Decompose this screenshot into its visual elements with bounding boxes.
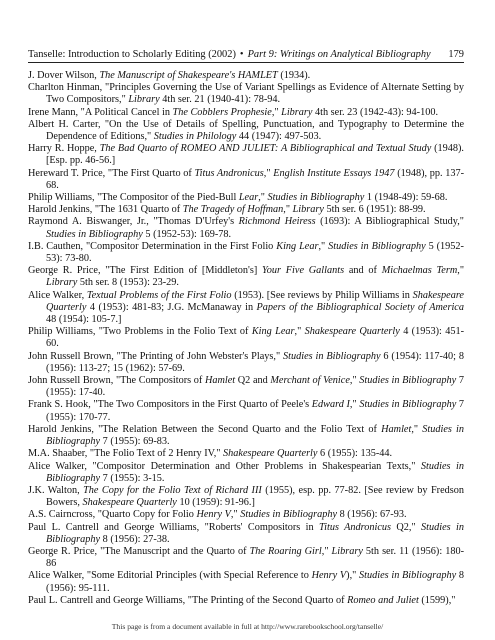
book-title: Tanselle: Introduction to Scholarly Editing (2002) [28,49,236,60]
page-footer: This page is from a document available in full at http://www.rarebookschool.org/tanselle/ [111,622,384,631]
entry-title-italic: English Institute Essays 1947 [273,167,395,179]
entry-title-italic: Papers of the Bibliographical Society of America [256,301,464,313]
entry-title-italic: Henry V [311,570,347,582]
bibliography-entry [28,448,464,460]
entry-text: ," [230,509,241,521]
part-title: Part 9: Writings on Analytical Bibliography [247,49,431,60]
entry-text: (1955), esp. pp. 77-82. [See review by Fredson Bowers, [46,484,465,509]
entry-text: ," [271,106,282,118]
entry-text: M.A. Shaaber, "The Folio Text of 2 Henry IV," [28,448,224,460]
entry-title-italic: Library [281,106,313,118]
entry-text: 1 (1948-49): 59-68. [364,192,448,204]
entry-text: Frank S. Hook, "The Two Compositors in the First Quarto of Peele's [28,399,312,411]
entry-title-italic: Titus Andronicus [319,521,392,533]
entry-title-italic: Michaelmas Term [381,265,458,277]
entry-text: and of [344,265,382,277]
entry-text: 5th ser. 8 (1953): 23-29. [77,277,179,289]
header-left [28,48,431,61]
bibliography-entry [28,399,464,423]
entry-title-italic: Shakespeare Quarterly [223,448,318,460]
entry-text: ," [283,204,293,216]
entry-title-italic: Hamlet [381,423,412,435]
entry-title-italic: Studies in Philology [153,131,237,143]
entry-title-italic: Studies in Bibliography [46,521,464,545]
entry-text: J. Dover Wilson, [28,70,100,81]
entry-text: 8 (1956): 67-93. [337,509,407,521]
entry-title-italic: Titus Andronicus [194,167,264,179]
entry-text: ," [349,375,360,387]
bibliography-entry [28,265,464,289]
entry-text: 7 (1955): 170-77. [46,399,465,423]
entry-text: Irene Mann, "A Political Cancel in [28,106,173,118]
entry-text: (1693): A Bibliographical Study," [315,216,464,228]
bibliography-entry [28,424,464,448]
entry-text: 8 (1956): 95-111. [46,570,464,594]
entry-text: 7 (1955): 69-83. [100,436,170,448]
entry-title-italic: Lear [238,192,259,204]
entry-title-italic: Richmond Heiress [238,216,316,228]
entry-text: Alice Walker, [28,289,87,301]
entry-title-italic: The Copy for the Folio Text of Richard III [83,484,262,496]
entry-text: )," [346,570,360,582]
entry-text: (1599)," [418,594,456,606]
entry-title-italic: Studies in Bibliography [359,375,457,387]
entry-text: 48 (1954): 105-7.] [46,314,122,326]
bibliography-entry [28,485,464,509]
entry-title-italic: Edward I [311,399,350,411]
entry-title-italic: Shakespeare Quarterly [82,497,177,509]
entry-text: Philip Williams, "Two Problems in the Folio Text of [28,326,252,338]
entry-text: Harold Jenkins, "The 1631 Quarto of [28,204,183,216]
entry-text: Albert H. Carter, "On the Use of Details of Spelling, Punctuation, and Typography to Determine the Dependence of Editions," [28,118,464,143]
running-header [28,48,464,63]
entry-title-italic: Hamlet [204,375,236,387]
bibliography-entry [28,351,464,375]
entry-text: Harold Jenkins, "The Relation Between the Second Quarto and the Folio Text of [28,423,382,435]
entry-title-italic: Studies in Bibliography [283,350,381,362]
entry-text: 44 (1947): 497-503. [236,131,322,143]
entry-text: (1953). [See reviews by Philip Williams in [231,289,413,301]
entry-text: ," [294,326,305,338]
entry-title-italic: The Cobblers Prophesie [172,106,272,118]
entry-title-italic: King Lear [276,240,319,252]
bibliography-entry [28,82,464,106]
bibliography-entry [28,241,464,265]
entry-title-italic: The Tragedy of Hoffman [182,204,284,216]
entry-text: 6 (1955): 135-44. [317,448,393,460]
bibliography-entry [28,168,464,192]
entry-text: (1934). [277,70,311,81]
bibliography-entry [28,204,464,216]
entry-title-italic: The Roaring Girl [249,545,322,557]
entry-title-italic: Studies in Bibliography [46,423,464,448]
entry-text: 6 (1954): 117-40; 8 (1956): 113-27; 15 (1962): 57-69. [46,350,464,374]
entry-title-italic: Shakespeare Quarterly [46,289,464,313]
entry-text: (1948), pp. 137-68. [46,167,465,191]
entry-text: 4th ser. 23 (1942-43): 94-100. [312,106,439,118]
bibliography-entry [28,192,464,204]
entry-text: 4 (1953): 451-60. [46,326,464,350]
bibliography-entry [28,70,464,82]
entry-text: Paul L. Cantrell and George Williams, "The Printing of the Second Quarto of [28,594,348,606]
entry-text: George R. Price, "The First Edition of [Middleton's] [28,265,263,277]
entry-text: Paul L. Cantrell and George Williams, "Roberts' Compositors in [28,521,320,533]
entry-text: 5 (1952-53): 73-80. [46,240,464,265]
bibliography-entry [28,107,464,119]
entry-text: 5th ser. 11 (1956): 180-86 [46,545,464,570]
entry-title-italic: Library [46,277,78,289]
entry-title-italic: The Manuscript of Shakespeare's HAMLET [99,70,278,81]
entry-text: Harry R. Hoppe, [28,143,100,155]
entry-title-italic: Studies in Bibliography [359,570,457,582]
entry-text: ," [318,240,329,252]
bibliography-entry [28,461,464,485]
entry-text: ," [457,265,464,277]
bibliography-entry [28,216,464,240]
entry-text: Philip Williams, "The Compositor of the Pied-Bull [28,192,239,204]
entry-text: ," [411,423,423,435]
entry-text: Alice Walker, "Some Editorial Principles (with Special Reference to [28,570,312,582]
bibliography-entry [28,509,464,521]
entry-text: 7 (1955): 17-40. [46,375,465,399]
entry-text: (1948). [Esp. pp. 46-56.] [46,143,464,167]
bibliography-entry [28,375,464,399]
entry-text: Raymond A. Biswanger, Jr., "Thomas D'Urfey's [28,216,239,228]
entry-title-italic: Textual Problems of the First Folio [86,289,232,301]
entry-title-italic: The Bad Quarto of ROMEO AND JULIET: A Bibliographical and Textual Study [99,143,432,155]
bibliography-entry [28,143,464,167]
entry-text: J.K. Walton, [28,484,84,496]
entry-text: 7 (1955): 3-15. [100,472,165,484]
bibliography-entry [28,119,464,143]
bibliography-entry [28,595,464,607]
entry-text: ," [321,545,332,557]
entry-title-italic: Studies in Bibliography [46,460,464,484]
entry-title-italic: King Lear [251,326,295,338]
entry-title-italic: Studies in Bibliography [267,192,365,204]
bibliography-entry [28,290,464,327]
entry-text: 10 (1959): 91-96.] [176,497,255,509]
entry-text: 4th ser. 21 (1940-41): 78-94. [159,94,281,106]
entry-text: 4 (1953): 481-83; J.G. McManaway in [86,301,257,313]
entry-text: John Russell Brown, "The Printing of John Webster's Plays," [28,350,284,362]
entry-title-italic: Henry V [196,509,231,521]
entry-title-italic: Merchant of Venice [270,375,350,387]
entry-text: John Russell Brown, "The Compositors of [28,375,205,387]
bibliography-list [28,70,464,607]
entry-text: I.B. Cauthen, "Compositor Determination in the First Folio [28,240,277,252]
entry-text: 8 (1956): 27-38. [100,533,170,545]
entry-text: Q2 and [235,375,271,387]
bibliography-entry [28,570,464,594]
entry-text: Q2," [391,521,422,533]
entry-text: Hereward T. Price, "The First Quarto of [28,167,195,179]
entry-text: 5 (1952-53): 169-78. [142,228,232,240]
entry-text: ," [349,399,360,411]
header-separator: • [239,49,244,60]
entry-title-italic: Romeo and Juliet [347,594,419,606]
entry-text: Charlton Hinman, "Principles Governing the Use of Variant Spellings as Evidence of Alternate Setting by Two Compositors," [28,82,464,106]
bibliography-entry [28,546,464,570]
entry-text: ," [263,167,274,179]
entry-title-italic: Shakespeare Quarterly [304,326,400,338]
entry-title-italic: Library [128,94,160,106]
entry-title-italic: Studies in Bibliography [328,240,426,252]
entry-text: ," [258,192,268,204]
entry-text: A.S. Cairncross, "Quarto Copy for Folio [28,509,197,521]
entry-title-italic: Studies in Bibliography [46,228,143,240]
bibliography-entry [28,522,464,546]
entry-title-italic: Studies in Bibliography [359,399,457,411]
page-number: 179 [448,49,464,60]
entry-title-italic: Studies in Bibliography [240,509,338,521]
entry-title-italic: Library [292,204,324,216]
bibliography-entry [28,326,464,350]
entry-text: 5th ser. 6 (1951): 88-99. [323,204,426,216]
entry-title-italic: Your Five Gallants [262,265,345,277]
entry-text: Alice Walker, "Compositor Determination and Other Problems in Shakespearian Texts," [28,460,421,472]
entry-text: George R. Price, "The Manuscript and the Quarto of [28,545,250,557]
entry-title-italic: Library [331,545,363,557]
